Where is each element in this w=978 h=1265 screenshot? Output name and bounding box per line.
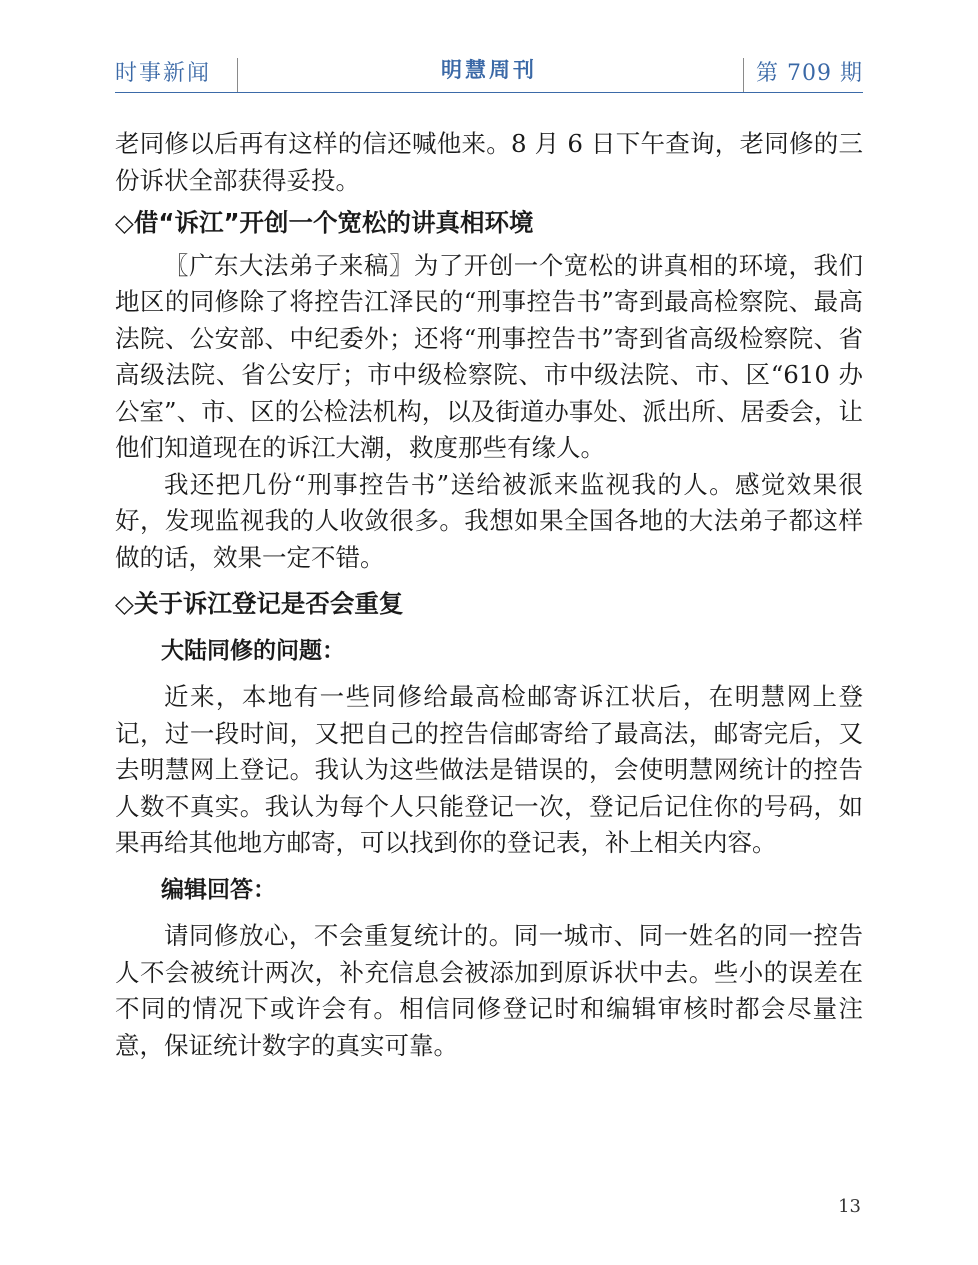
section-heading-2 (115, 586, 863, 623)
diamond-icon: ◇ (115, 208, 134, 237)
section-heading-1 (115, 205, 863, 242)
article-body (115, 126, 863, 1064)
header-divider-right (743, 58, 744, 92)
answer-paragraph: 请同修放心，不会重复统计的。同一城市、同一姓名的同一控告人不会被统计两次，补充信息会被添加到原诉状中去。些小的误差在不同的情况下或许会有。相信同修登记时和编辑审核时都会尽量注意，保证统计数字的真实可靠。 (115, 921, 863, 1060)
header-issue-number: 第 709 期 (756, 61, 863, 86)
answer-subheading: 编辑回答： (161, 876, 276, 903)
paragraph-2: 我还把几份“刑事控告书”送给被派来监视我的人。感觉效果很好，发现监视我的人收敛很多。我想如果全国各地的大法弟子都这样做的话，效果一定不错。 (115, 469, 863, 572)
page-number: 13 (838, 1196, 861, 1217)
header-section-label: 时事新闻 (115, 61, 212, 86)
section-heading-2-text: 关于诉江登记是否会重复 (133, 589, 404, 618)
header-divider-left (237, 58, 238, 92)
page-header (115, 50, 863, 93)
diamond-icon: ◇ (115, 589, 134, 618)
paragraph-1: 〖广东大法弟子来稿〗为了开创一个宽松的讲真相的环境，我们地区的同修除了将控告江泽民的“刑事控告书”寄到最高检察院、最高法院、公安部、中纪委外；还将“刑事控告书”寄到省高级检察院、省高级法院、省公安厅；市中级检察院、市中级法院、市、区“610 办公室”、市、区的公检法机构，以及街道办事处、派出所、居委会，让他们知道现在的诉江大潮，救度那些有缘人。 (115, 250, 863, 462)
question-subheading: 大陆同修的问题： (161, 637, 345, 664)
header-publication-title: 明慧周刊 (441, 58, 537, 82)
paragraph-continued: 老同修以后再有这样的信还喊他来。8 月 6 日下午查询，老同修的三份诉状全部获得妥投。 (115, 129, 863, 195)
question-paragraph: 近来，本地有一些同修给最高检邮寄诉江状后，在明慧网上登记，过一段时间，又把自己的控告信邮寄给了最高法，邮寄完后，又去明慧网上登记。我认为这些做法是错误的，会使明慧网统计的控告人数不真实。我认为每个人只能登记一次，登记后记住你的号码，如果再给其他地方邮寄，可以找到你的登记表，补上相关内容。 (115, 682, 863, 857)
section-heading-1-text: 借“诉江”开创一个宽松的讲真相环境 (133, 208, 534, 237)
